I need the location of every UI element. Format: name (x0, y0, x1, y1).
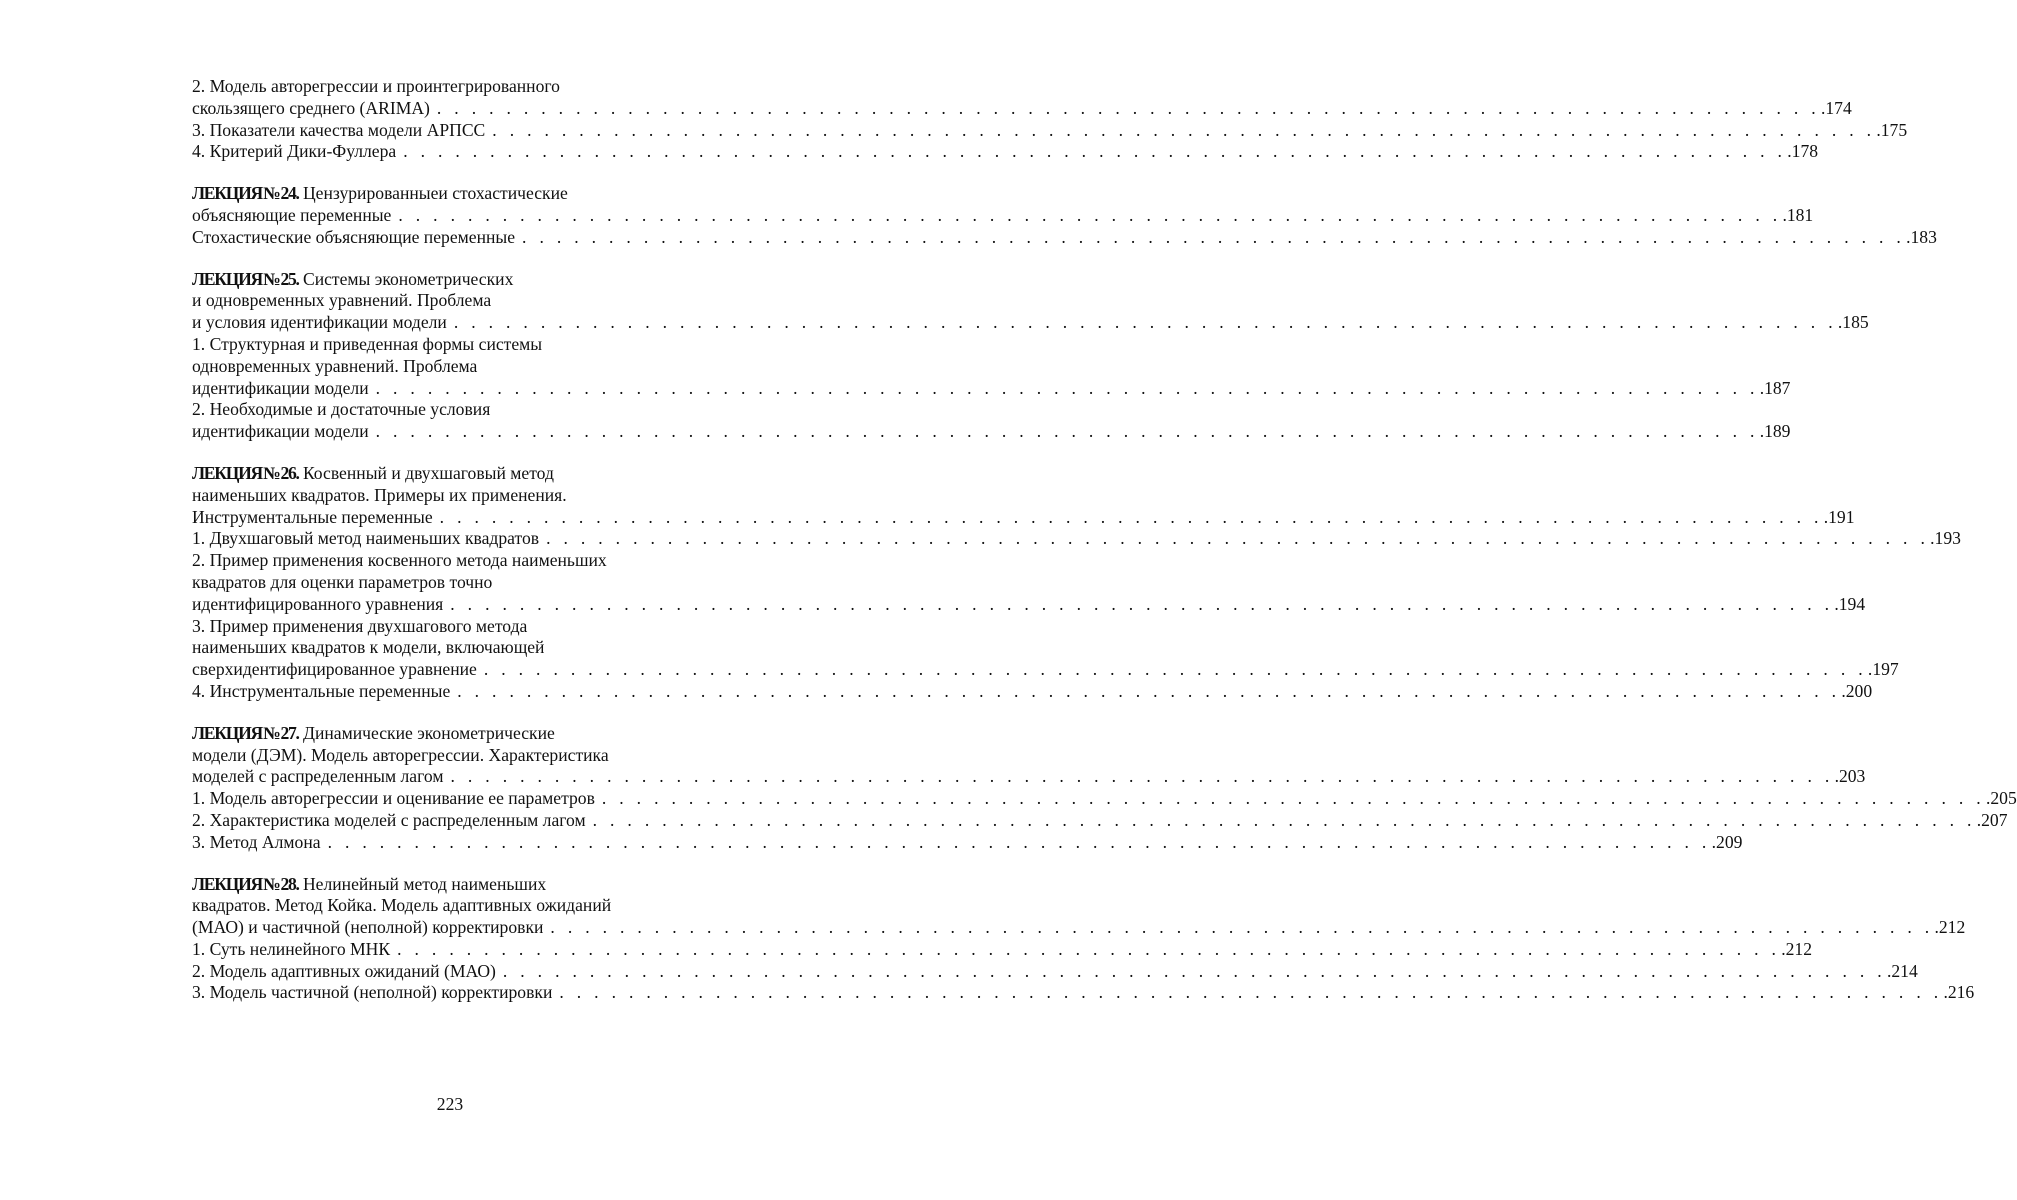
entry-text (192, 550, 607, 570)
dot-leader: . . . . . . . . . . . . . . . . . . . . . . . . . . . . . . . . . . . . . . . . . . . . . . . . . . . . . . . . . . . . . . . . . . . . . . . . . . . . . . . . (483, 659, 1867, 680)
entry-text (192, 120, 485, 142)
toc-line (192, 572, 728, 594)
lecture-section (192, 268, 1869, 443)
toc-line (192, 334, 728, 356)
dot-leader: . . . . . . . . . . . . . . . . . . . . . . . . . . . . . . . . . . . . . . . . . . . . . . . . . . . . . . . . . . . . . . . . . . . . . . . . . . . . . . . . (546, 528, 1930, 549)
entry-title: 2. Модель авторегрессии и проинтегрированного (192, 76, 560, 96)
dot-leader: . . . . . . . . . . . . . . . . . . . . . . . . . . . . . . . . . . . . . . . . . . . . . . . . . . . . . . . . . . . . . . . . . . . . . . . . . . . . . . . . (601, 788, 1985, 809)
toc-entry (192, 506, 1855, 529)
entry-text (192, 895, 611, 915)
entry-text (192, 463, 554, 483)
entry-title: Косвенный и двухшаговый метод (302, 462, 554, 483)
dot-leader: . . . . . . . . . . . . . . . . . . . . . . . . . . . . . . . . . . . . . . . . . . . . . . . . . . . . . . . . . . . . . . . . . . . . . . . . . . . . . . . . (559, 982, 1943, 1003)
entry-page-number: .175 (1876, 119, 1908, 140)
toc-entry (192, 119, 1908, 142)
entry-title: квадратов для оценки параметров точно (192, 571, 493, 592)
toc-line (192, 723, 728, 745)
entry-page-number: .181 (1782, 204, 1814, 225)
entry-text (192, 616, 527, 636)
entry-text (192, 681, 450, 703)
toc-line (192, 356, 728, 378)
entry-title: и условия идентификации модели (192, 312, 447, 333)
dot-leader: . . . . . . . . . . . . . . . . . . . . . . . . . . . . . . . . . . . . . . . . . . . . . . . . . . . . . . . . . . . . . . . . . . . . . . . . . . . . . . . . (450, 593, 1834, 614)
toc-entry (192, 659, 1899, 681)
dot-leader: . . . . . . . . . . . . . . . . . . . . . . . . . . . . . . . . . . . . . . . . . . . . . . . . . . . . . . . . . . . . . . . . . . . . . . . . . . . . . . . . (327, 831, 1711, 852)
entry-text (192, 76, 560, 96)
toc-line (192, 745, 728, 767)
entry-text (192, 141, 396, 163)
entry-title: квадратов. Метод Койка. Модель адаптивных ожиданий (192, 895, 612, 916)
entry-title: 4. Инструментальные переменные (192, 680, 451, 701)
entry-text (192, 874, 546, 894)
entry-title: моделей с распределенным лагом (192, 766, 444, 787)
entry-title: Системы эконометрических (302, 268, 514, 289)
entry-text (192, 939, 390, 961)
entry-text (192, 961, 496, 983)
entry-text (192, 637, 544, 657)
toc-entry (192, 141, 1819, 163)
entry-title: (МАО) и частичной (неполной) корректировки (192, 917, 544, 938)
entry-title: 3. Пример применения двухшагового метода (192, 615, 528, 636)
entry-page-number: .209 (1711, 831, 1743, 852)
dot-leader: . . . . . . . . . . . . . . . . . . . . . . . . . . . . . . . . . . . . . . . . . . . . . . . . . . . . . . . . . . . . . . . . . . . . . . . . . . . . . . . . (450, 766, 1834, 787)
toc-line (192, 616, 728, 638)
toc-entry (192, 982, 1975, 1004)
entry-page-number: .191 (1823, 506, 1855, 527)
page-number: 223 (436, 1094, 464, 1114)
entry-title: Инструментальные переменные (192, 506, 433, 527)
entry-text (192, 421, 369, 443)
toc-line (192, 874, 728, 896)
toc-entry (192, 809, 2008, 832)
entry-title: 3. Модель частичной (неполной) корректировки (192, 982, 553, 1003)
lecture-label: ЛЕКЦИЯ № 27. (192, 722, 299, 743)
entry-text (192, 594, 443, 616)
dot-leader: . . . . . . . . . . . . . . . . . . . . . . . . . . . . . . . . . . . . . . . . . . . . . . . . . . . . . . . . . . . . . . . . . . . . . . . . . . . . . . . . (397, 938, 1781, 959)
entry-page-number: .187 (1759, 377, 1791, 398)
dot-leader: . . . . . . . . . . . . . . . . . . . . . . . . . . . . . . . . . . . . . . . . . . . . . . . . . . . . . . . . . . . . . . . . . . . . . . . . . . . . . . . . (592, 809, 1976, 830)
toc-section (192, 76, 1908, 163)
toc-entry (192, 788, 2017, 810)
toc-entry (192, 528, 1961, 550)
entry-title: наименьших квадратов к модели, включающей (192, 637, 545, 658)
table-of-contents (192, 76, 2017, 1024)
entry-text (192, 723, 555, 743)
toc-entry (192, 421, 1791, 443)
entry-title: наименьших квадратов. Примеры их применения. (192, 484, 567, 505)
toc-line (192, 183, 728, 205)
dot-leader: . . . . . . . . . . . . . . . . . . . . . . . . . . . . . . . . . . . . . . . . . . . . . . . . . . . . . . . . . . . . . . . . . . . . . . . . . . . . . . . . (453, 312, 1837, 333)
entry-title: и одновременных уравнений. Проблема (192, 290, 492, 311)
entry-title: Динамические эконометрические (302, 722, 555, 743)
entry-page-number: .214 (1886, 960, 1918, 981)
entry-page-number: .200 (1841, 680, 1873, 701)
toc-entry (192, 312, 1869, 334)
entry-text (192, 98, 430, 120)
entry-page-number: .185 (1837, 312, 1869, 333)
entry-title: одновременных уравнений. Проблема (192, 355, 478, 376)
entry-title: объясняющие переменные (192, 204, 392, 225)
entry-title: модели (ДЭМ). Модель авторегрессии. Характеристика (192, 744, 609, 765)
entry-page-number: .183 (1906, 226, 1937, 247)
entry-text (192, 766, 444, 788)
entry-title: Нелинейный метод наименьших (302, 873, 547, 894)
entry-title: сверхидентифицированное уравнение (192, 659, 477, 680)
entry-title: 1. Структурная и приведенная формы системы (192, 333, 543, 354)
entry-text (192, 334, 542, 354)
toc-line (192, 637, 728, 659)
entry-title: 1. Двухшаговый метод наименьших квадратов (192, 528, 540, 549)
entry-text (192, 528, 539, 550)
toc-entry (192, 938, 1812, 961)
entry-text (192, 507, 433, 529)
toc-line (192, 269, 728, 291)
toc-line (192, 485, 728, 507)
entry-title: 3. Метод Алмона (192, 831, 321, 852)
entry-page-number: .174 (1820, 97, 1852, 118)
toc-entry (192, 226, 1937, 249)
dot-leader: . . . . . . . . . . . . . . . . . . . . . . . . . . . . . . . . . . . . . . . . . . . . . . . . . . . . . . . . . . . . . . . . . . . . . . . . . . . . . . . . (403, 141, 1787, 162)
entry-title: скользящего среднего (ARIMA) (192, 97, 430, 118)
entry-page-number: .178 (1787, 141, 1819, 162)
entry-text (192, 378, 369, 400)
entry-text (192, 810, 586, 832)
toc-entry (192, 377, 1791, 400)
lecture-label: ЛЕКЦИЯ № 25. (192, 268, 299, 289)
entry-page-number: .194 (1834, 593, 1866, 614)
entry-text (192, 485, 567, 505)
entry-page-number: .212 (1781, 938, 1812, 959)
dot-leader: . . . . . . . . . . . . . . . . . . . . . . . . . . . . . . . . . . . . . . . . . . . . . . . . . . . . . . . . . . . . . . . . . . . . . . . . . . . . . . . . (457, 680, 1841, 701)
entry-title: идентификации модели (192, 421, 369, 442)
toc-entry (192, 680, 1873, 703)
dot-leader: . . . . . . . . . . . . . . . . . . . . . . . . . . . . . . . . . . . . . . . . . . . . . . . . . . . . . . . . . . . . . . . . . . . . . . . . . . . . . . . . (492, 119, 1876, 140)
toc-line (192, 399, 728, 421)
entry-title: 1. Модель авторегрессии и оценивание ее параметров (192, 788, 595, 809)
entry-text (192, 572, 492, 592)
entry-text (192, 227, 515, 249)
dot-leader: . . . . . . . . . . . . . . . . . . . . . . . . . . . . . . . . . . . . . . . . . . . . . . . . . . . . . . . . . . . . . . . . . . . . . . . . . . . . . . . . (375, 377, 1759, 398)
toc-line (192, 895, 728, 917)
toc-entry (192, 97, 1852, 120)
entry-text (192, 659, 477, 681)
entry-text (192, 399, 490, 419)
entry-page-number: .197 (1867, 659, 1899, 680)
entry-text (192, 312, 447, 334)
entry-text (192, 745, 609, 765)
entry-page-number: .189 (1759, 421, 1791, 442)
entry-page-number: .193 (1930, 528, 1961, 549)
dot-leader: . . . . . . . . . . . . . . . . . . . . . . . . . . . . . . . . . . . . . . . . . . . . . . . . . . . . . . . . . . . . . . . . . . . . . . . . . . . . . . . . (502, 960, 1886, 981)
entry-text (192, 183, 568, 203)
lecture-label: ЛЕКЦИЯ № 24. (192, 183, 299, 204)
toc-line (192, 76, 728, 98)
entry-text (192, 788, 595, 810)
entry-title: Стохастические объясняющие переменные (192, 226, 516, 247)
entry-title: идентификации модели (192, 377, 369, 398)
entry-page-number: .216 (1943, 982, 1975, 1003)
entry-page-number: .203 (1834, 766, 1866, 787)
entry-text (192, 982, 552, 1004)
entry-text (192, 832, 321, 854)
entry-text (192, 290, 491, 310)
dot-leader: . . . . . . . . . . . . . . . . . . . . . . . . . . . . . . . . . . . . . . . . . . . . . . . . . . . . . . . . . . . . . . . . . . . . . . . . . . . . . . . . (375, 421, 1759, 442)
lecture-section (192, 183, 1937, 248)
entry-title: 2. Пример применения косвенного метода наименьших (192, 550, 607, 571)
entry-title: идентифицированного уравнения (192, 593, 444, 614)
lecture-section (192, 873, 1975, 1005)
entry-title: 2. Модель адаптивных ожиданий (МАО) (192, 960, 496, 981)
toc-line (192, 290, 728, 312)
entry-title: 4. Критерий Дики-Фуллера (192, 141, 397, 162)
lecture-label: ЛЕКЦИЯ № 28. (192, 873, 299, 894)
toc-line (192, 463, 728, 485)
dot-leader: . . . . . . . . . . . . . . . . . . . . . . . . . . . . . . . . . . . . . . . . . . . . . . . . . . . . . . . . . . . . . . . . . . . . . . . . . . . . . . . . (550, 917, 1934, 938)
dot-leader: . . . . . . . . . . . . . . . . . . . . . . . . . . . . . . . . . . . . . . . . . . . . . . . . . . . . . . . . . . . . . . . . . . . . . . . . . . . . . . . . (439, 506, 1823, 527)
dot-leader: . . . . . . . . . . . . . . . . . . . . . . . . . . . . . . . . . . . . . . . . . . . . . . . . . . . . . . . . . . . . . . . . . . . . . . . . . . . . . . . . (522, 226, 1906, 247)
toc-entry (192, 766, 1866, 788)
entry-title: 2. Необходимые и достаточные условия (192, 399, 491, 420)
toc-entry (192, 831, 1743, 854)
entry-text (192, 356, 477, 376)
toc-entry (192, 917, 1966, 939)
entry-title: Цензурированныеи стохастические (302, 183, 568, 204)
lecture-section (192, 722, 2017, 854)
entry-text (192, 917, 543, 939)
entry-text (192, 269, 513, 289)
dot-leader: . . . . . . . . . . . . . . . . . . . . . . . . . . . . . . . . . . . . . . . . . . . . . . . . . . . . . . . . . . . . . . . . . . . . . . . . . . . . . . . . (436, 97, 1820, 118)
entry-title: 2. Характеристика моделей с распределенным лагом (192, 809, 586, 830)
dot-leader: . . . . . . . . . . . . . . . . . . . . . . . . . . . . . . . . . . . . . . . . . . . . . . . . . . . . . . . . . . . . . . . . . . . . . . . . . . . . . . . . (398, 204, 1782, 225)
toc-entry (192, 960, 1918, 983)
entry-page-number: .207 (1976, 809, 2008, 830)
entry-title: 3. Показатели качества модели АРПСС (192, 119, 486, 140)
toc-line (192, 550, 728, 572)
lecture-section (192, 462, 1961, 703)
entry-page-number: .212 (1934, 917, 1966, 938)
toc-entry (192, 593, 1866, 616)
entry-page-number: .205 (1985, 788, 2017, 809)
entry-title: 1. Суть нелинейного МНК (192, 938, 391, 959)
lecture-label: ЛЕКЦИЯ № 26. (192, 462, 299, 483)
toc-entry (192, 204, 1814, 227)
entry-text (192, 205, 391, 227)
